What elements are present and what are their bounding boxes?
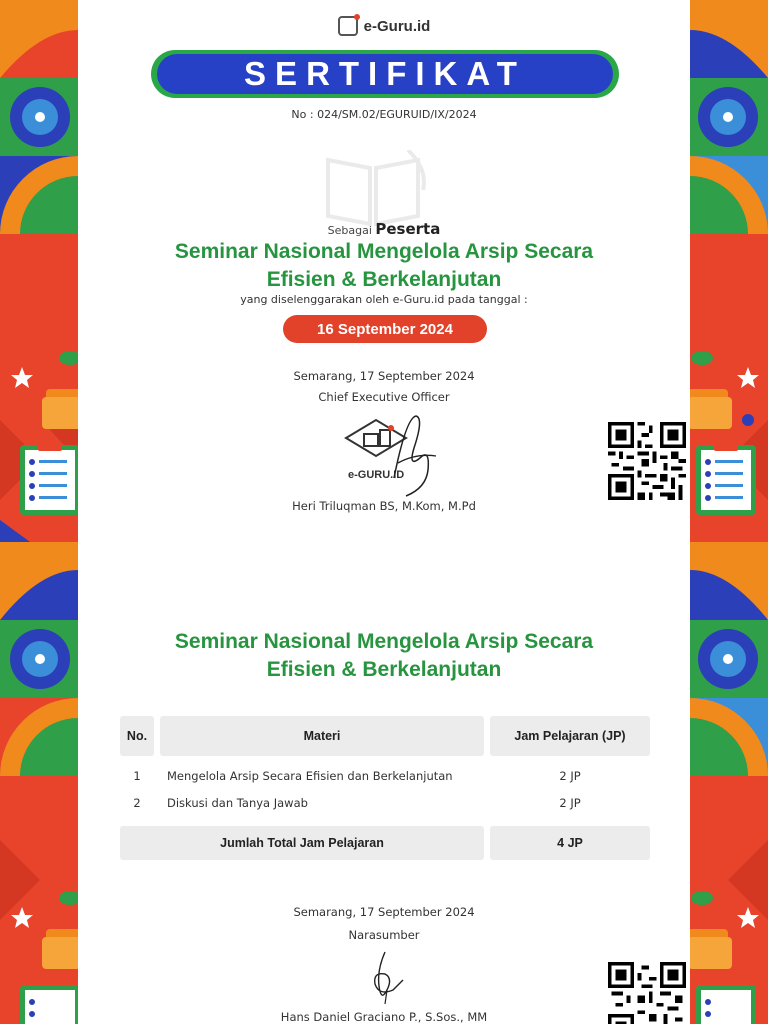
event-title	[78, 238, 690, 294]
stamp-text: e-GURU.ID	[348, 469, 405, 481]
total-value: 4 JP	[490, 826, 650, 860]
role-line	[78, 220, 690, 238]
row-jp: 2 JP	[559, 769, 581, 783]
right-decorative-border	[690, 0, 768, 1024]
book-logo-icon	[338, 16, 358, 36]
role-prefix: Sebagai	[327, 224, 372, 237]
speaker-verification-qr-code	[608, 962, 686, 1024]
row-no: 2	[133, 796, 141, 810]
event-title-line-2: Efisien & Berkelanjutan	[266, 268, 502, 291]
speaker-name: Hans Daniel Graciano P., S.Sos., MM	[280, 1010, 488, 1024]
brand-name: e-Guru.id	[363, 17, 431, 35]
company-stamp-signature	[336, 408, 446, 500]
organizer-text: yang diselenggarakan oleh e-Guru.id pada tanggal :	[240, 293, 528, 306]
detail-event-title	[78, 628, 690, 684]
verification-qr-code	[608, 422, 686, 500]
certificate-heading: SERTIFIKAT	[244, 55, 526, 92]
left-decorative-border	[0, 0, 78, 1024]
detail-event-title-line-1: Seminar Nasional Mengelola Arsip Secara	[174, 630, 594, 653]
event-title-line-1: Seminar Nasional Mengelola Arsip Secara	[174, 240, 594, 263]
sign-place-date: Semarang, 17 September 2024	[293, 369, 475, 383]
speaker-sign-place-date: Semarang, 17 September 2024	[293, 905, 475, 919]
table-header-jp: Jam Pelajaran (JP)	[490, 716, 650, 756]
signer-name: Heri Triluqman BS, M.Kom, M.Pd	[292, 499, 476, 513]
event-date-badge: 16 September 2024	[283, 315, 487, 343]
left-stationery-illustration-2	[8, 885, 78, 1024]
table-header-no: No.	[120, 716, 154, 756]
table-header-materi: Materi	[160, 716, 484, 756]
right-stationery-illustration-2	[690, 885, 768, 1024]
speaker-signature	[363, 950, 409, 1006]
book-watermark-icon	[318, 150, 428, 230]
row-materi: Diskusi dan Tanya Jawab	[167, 796, 308, 810]
brand-logo	[78, 16, 690, 36]
table-row	[78, 796, 690, 818]
total-label: Jumlah Total Jam Pelajaran	[120, 826, 484, 860]
right-stationery-illustration	[690, 345, 768, 520]
speaker-position: Narasumber	[348, 928, 420, 942]
left-stationery-illustration	[8, 345, 78, 520]
table-row	[78, 769, 690, 791]
detail-event-title-line-2: Efisien & Berkelanjutan	[266, 658, 502, 681]
certificate-banner	[151, 50, 619, 98]
row-jp: 2 JP	[559, 796, 581, 810]
participant-role: Peserta	[375, 220, 441, 238]
certificate-document	[78, 0, 690, 1024]
row-no: 1	[133, 769, 141, 783]
row-materi: Mengelola Arsip Secara Efisien dan Berkelanjutan	[167, 769, 453, 783]
certificate-number: No : 024/SM.02/EGURUID/IX/2024	[291, 108, 477, 121]
signer-position: Chief Executive Officer	[318, 390, 450, 404]
